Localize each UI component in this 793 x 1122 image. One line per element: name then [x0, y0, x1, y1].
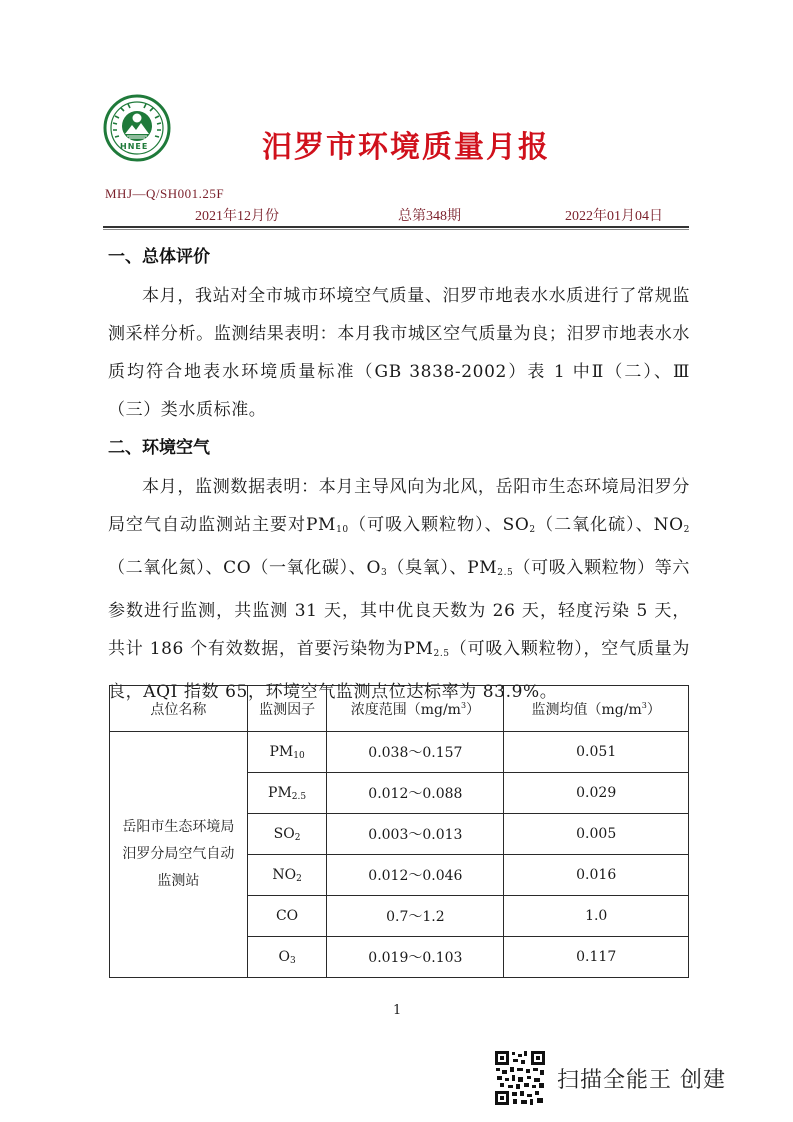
overall-paragraph: 本月，我站对全市城市环境空气质量、汨罗市地表水水质进行了常规监测采样分析。监测结果表明：本月我市城区空气质量为良；汨罗市地表水水质均符合地表水环境质量标准（GB 3838-2002）表 1 中Ⅱ（二）、Ⅲ（三）类水质标准。 [108, 286, 690, 420]
pm25-label: $PM_{2.5}$ [467, 558, 514, 578]
text-run: （可吸入颗粒物）、 [348, 515, 503, 535]
mean-cell: 1.0 [504, 896, 689, 937]
header-factor: 监测因子 [247, 686, 327, 732]
page-number: 1 [393, 1003, 402, 1018]
report-title: 汨罗市环境质量月报 [262, 130, 550, 165]
pm10-label: $PM_{10}$ [306, 515, 349, 535]
text-run: 本月，监测数据表明：本月主导风向为北风，岳阳市生态环境局汨罗分局空气自动监测站主要对 [108, 477, 690, 535]
report-period: 2021年12月份 [195, 209, 279, 224]
no2-label: $NO_2$ [653, 515, 690, 535]
range-cell: 0.012～0.088 [327, 773, 504, 814]
document-code: MHJ—Q/SH001.25F [105, 186, 225, 201]
range-cell: 0.038～0.157 [327, 732, 504, 773]
factor-cell: CO [247, 896, 327, 937]
header-range: 浓度范围$(mg/m^3)$ [327, 686, 504, 732]
text-run: （可吸入颗粒物）等六参数进行监测，共监测 31 天，其中优良天数为 26 天，轻度污染 5 天，共计 186 个有效数据，首要污染物为 [108, 558, 691, 659]
mean-cell: 0.016 [504, 855, 689, 896]
text-run: （臭氧）、 [387, 558, 468, 578]
range-cell: 0.019～0.103 [327, 937, 504, 978]
mean-cell: 0.051 [504, 732, 689, 773]
header-divider [103, 226, 689, 228]
header-mean: 监测均值$(mg/m^3)$ [504, 686, 689, 732]
range-cell: 0.012～0.046 [327, 855, 504, 896]
air-quality-table [109, 685, 689, 978]
text-run: （二氧化氮）、CO（一氧化碳）、 [108, 558, 367, 578]
pm25-label: $PM_{2.5}$ [403, 639, 450, 659]
station-name-cell: 岳阳市生态环境局汨罗分局空气自动监测站 [110, 732, 248, 978]
emblem-icon [103, 94, 171, 162]
header-station: 点位名称 [110, 686, 248, 732]
table-header-row [110, 686, 689, 732]
qr-code-icon [494, 1050, 546, 1106]
text-run: （二氧化硫）、 [535, 515, 654, 535]
hnee-logo [103, 94, 171, 162]
logo-text: HNEE [120, 142, 149, 151]
table-row [110, 732, 689, 773]
factor-cell: $PM_{10}$ [247, 732, 327, 773]
publish-date: 2022年01月04日 [565, 209, 663, 224]
section-heading-overall: 一、总体评价 [108, 247, 210, 267]
o3-label: $O_3$ [366, 558, 388, 578]
text-run: （可吸入颗粒物），空气质量为良，AQI 指数 65，环境空气监测点位达标率为 83.9%。 [108, 639, 690, 702]
mean-cell: 0.005 [504, 814, 689, 855]
factor-cell: $SO_2$ [247, 814, 327, 855]
mean-cell: 0.117 [504, 937, 689, 978]
factor-cell: $NO_2$ [247, 855, 327, 896]
header-divider-thin [103, 229, 689, 230]
issue-number: 总第348期 [398, 209, 461, 224]
factor-cell: $PM_{2.5}$ [247, 773, 327, 814]
section-heading-air: 二、环境空气 [108, 438, 210, 458]
air-paragraph [108, 468, 690, 711]
so2-label: $SO_2$ [502, 515, 536, 535]
range-cell: 0.7～1.2 [327, 896, 504, 937]
scanner-watermark: 扫描全能王 创建 [557, 1068, 726, 1093]
factor-cell: $O_3$ [247, 937, 327, 978]
mean-cell: 0.029 [504, 773, 689, 814]
range-cell: 0.003～0.013 [327, 814, 504, 855]
